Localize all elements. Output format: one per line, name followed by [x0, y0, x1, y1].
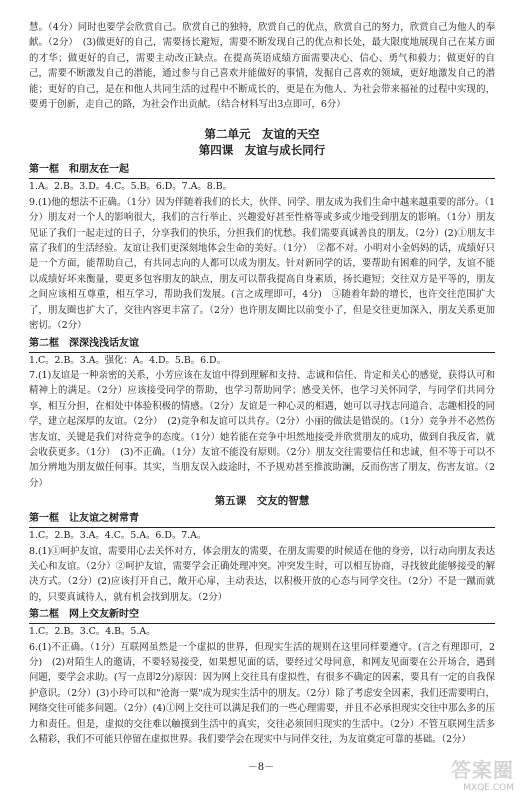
page-number: －8－: [247, 762, 275, 773]
page-content: [29, 20, 495, 747]
watermark-url: MXQE.COM: [463, 783, 514, 793]
paragraph: 8.(1)①呵护友谊，需要用心去关怀对方，体会朋友的需要，在朋友需要的时候适在他的身旁，以行动向朋友表达关心和友谊。（2分）②呵护友谊，需要学会正确处理冲突。冲突发生时，可以相互协商，寻找彼此能够接受的解决方式。（2分）(2)应该打开自己，敞开心扉，主动表达，以积极开放的心态与同学交往。（2分）不是一蹴而就的，只要真诚待人，就有机会找到朋友。（2分）: [29, 545, 495, 603]
lesson-title: 第四课 友谊与成长同行: [198, 143, 326, 158]
watermark: [451, 758, 514, 794]
frame-heading: 第二框 深深浅浅话友谊: [29, 336, 495, 353]
paragraph: 6.(1)不正确。（1分）互联网虽然是一个虚拟的世界，但现实生活的规则在这里同样要遵守。(言之有理即可，2分) (2)对陌生人的邀请，不要轻易接受，如果想见面的话，要经过父母同意，和网友见面要在公开场合，遇到问题，要学会求助。(写一点即2分)原因：因为网上交往具有虚拟性，有很多不确定的因素，要具有一定的自我保护意识。（2分）(3)小玲可以和"沧海一粟"成为现实生活中的朋友。（2分）除了考虑安全因素，我们还需要明白，网络交往可能多问题。（2分）(4)①网上交往可以满足我们的一些心理需要，并且不必承担现实交往中那么多的压力和责任。但是，虚拟的交往难以触摸到生活中的真实，交往必须回归现实的生活中。（2分）不管互联网生活多么精彩，我们不可能只停留在虚拟世界。我们要学会在现实中与同伴交往，为友谊奠定可靠的基础。（2分）: [29, 641, 495, 746]
frame-heading: 第一框 和朋友在一起: [29, 162, 495, 179]
answer-line: 1.C。2.B。3.C。4.B。5.A。: [29, 626, 156, 638]
answer-line: 1.A。2.B。3.D。4.C。5.B。6.D。7.A。8.B。: [29, 181, 232, 193]
lesson-title: 第五课 交友的智慧: [214, 495, 310, 508]
answer-line: 1.C。2.B。3.A。4.C。5.A。6.D。7.A。: [29, 530, 207, 542]
paragraph: 慧。（4分）同时也要学会欣赏自己。欣赏自己的独特，欣赏自己的优点，欣赏自己的努力，欣赏自己为他人的奉献。（2分） (3)做更好的自己，需要扬长避短，需要不断发现自己的优点和长处，最大限度地展现自己在某方面的才华；做更好的自己，需要主动改正缺点。在提高英语成绩方面需要决心、信心、勇气和毅力；做更好的自己，需要不断激发自己的潜能，通过参与自己喜欢并能做好的事情，发掘自己喜欢的领域，更好地激发自己的潜能；更好的自己，是在和他人共同生活的过程中不断成长的，更是在为他人、为社会带来福祉的过程中实现的，要勇于创新，走自己的路，为社会作出贡献。（结合材料写出3点即可，6分）: [29, 22, 495, 111]
watermark-logo: 答案圈: [451, 758, 514, 782]
unit-title: 第二单元 友谊的天空: [204, 127, 320, 142]
frame-heading: 第一框 让友谊之树常青: [29, 511, 495, 528]
paragraph: 9.(1)他的想法不正确。（1分）因为伴随着我们的长大，伙伴、同学、朋友成为我们生命中越来越重要的部分。（1分）朋友对一个人的影响很大，我们的言行举止、兴趣爱好甚至性格等或多或少地受到朋友的影响。（1分）朋友见证了我们一起走过的日子，分享我们的快乐，分担我们的忧愁。我们需要真诚善良的朋友。（2分）(2)①朋友丰富了我们的生活经验。友谊让我们更深刻地体会生命的美好。（1分） ②都不对。小明对小金妈妈的话，成绩好只是一个方面，能帮助自己，有共同志向的人都可以成为朋友。针对新同学的话，要帮助有困难的同学，友谊不能以成绩好坏来衡量，要更多包容朋友的缺点，朋友可以帮我提高自身素质，扬长避短；交往双方是平等的，朋友之间应该相互尊重，相互学习，帮助我们发展。(言之成理即可，4分) ③随着年龄的增长，也许交往范围扩大了，朋友圈也扩大了，交往内容更丰富了。（2分）也许朋友圈比以前变小了，但是交往更加深入，朋友关系更加密切。（2分）: [29, 196, 495, 332]
paragraph: 7.(1)友谊是一种亲密的关系，小芳应该在友谊中得到理解和支持、志诚和信任、肯定和关心的感觉，获得认可和精神上的满足。（2分）应该接受同学的帮助，也学习帮助同学；感受关怀，也学习关怀同学，与同学们共同分享，相互分担，在相处中体验积极的情感。（2分）友谊是一种心灵的相遇，她可以寻找志同道合、志趣相投的同学，建立起深厚的友谊。（2分） (2)竞争和友谊可以共存。（2分）小丽的做法是错误的。（1分）竞争并不必然伤害友谊，关键是我们对待竞争的态度。（1分）她若能在竞争中坦然地接受并欣赏朋友的成功，做到自我反省，就会收获更多。（1分） (3)不正确。（1分）友谊不能没有原则。（2分）朋友交往需要信任和忠诚，但不等于可以不加分辨地为朋友做任何事。其实，当朋友误入歧途时，不予规劝甚至推波助澜，反而伤害了朋友，伤害友谊。（2分）: [29, 369, 495, 489]
answer-line: 1.C。2.B。3.A。强化：A。4.D。5.B。6.D。: [29, 354, 226, 366]
frame-heading: 第二框 网上交友新时空: [29, 607, 495, 624]
